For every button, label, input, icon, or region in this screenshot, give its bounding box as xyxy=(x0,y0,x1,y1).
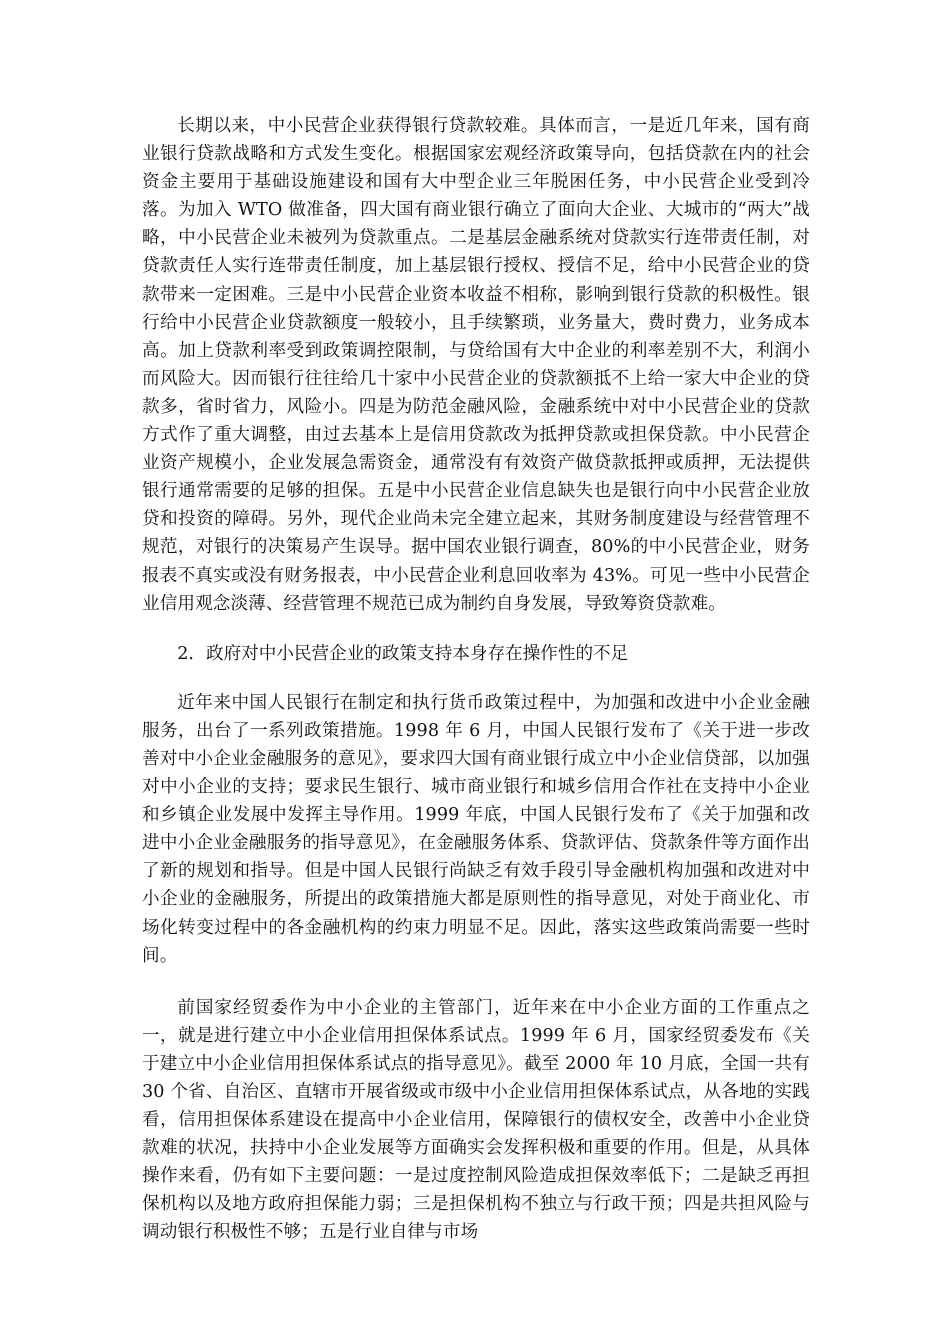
paragraph-bank-loan-difficulty: 长期以来，中小民营企业获得银行贷款较难。具体而言，一是近几年来，国有商业银行贷款战略和方式发生变化。根据国家宏观经济政策导向，包括贷款在内的社会资金主要用于基础设施建设和国有大中型企业三年脱困任务，中小民营企业受到冷落。为加入 WTO 做准备，四大国有商业银行确立了面向大企业、大城市的“两大”战略，中小民营企业未被列为贷款重点。二是基层金融系统对贷款实行连带责任制，对贷款责任人实行连带责任制度，加上基层银行授权、授信不足，给中小民营企业的贷款带来一定困难。三是中小民营企业资本收益不相称，影响到银行贷款的积极性。银行给中小民营企业贷款额度一般较小，且手续繁琐，业务量大，费时费力，业务成本高。加上贷款利率受到政策调控限制，与贷给国有大中企业的利率差别不大，利润小而风险大。因而银行往往给几十家中小民营企业的贷款额抵不上给一家大中企业的贷款多，省时省力，风险小。四是为防范金融风险，金融系统中对中小民营企业的贷款方式作了重大调整，由过去基本上是信用贷款改为抵押贷款或担保贷款。中小民营企业资产规模小，企业发展急需资金，通常没有有效资产做贷款抵押或质押，无法提供银行通常需要的足够的担保。五是中小民营企业信息缺失也是银行向中小民营企业放贷和投资的障碍。另外，现代企业尚未完全建立起来，其财务制度建设与经营管理不规范，对银行的决策易产生误导。据中国农业银行调查，80%的中小民营企业，财务报表不真实或没有财务报表，中小民营企业利息回收率为 43%。可见一些中小民营企业信用观念淡薄、经营管理不规范已成为制约自身发展，导致筹资贷款难。 xyxy=(142,116,810,614)
paragraph-credit-guarantee-system: 前国家经贸委作为中小企业的主管部门，近年来在中小企业方面的工作重点之一，就是进行建立中小企业信用担保体系试点。1999 年 6 月，国家经贸委发布《关于建立中小企业信用担保体系试点的指导意见》。截至 2000 年 10 月底，全国一共有 30 个省、自治区、直辖市开展省级或市级中小企业信用担保体系试点，从各地的实践看，信用担保体系建设在提高中小企业信用，保障银行的债权安全，改善中小企业贷款难的状况，扶持中小企业发展等方面确实会发挥积极和重要的作用。但是，从具体操作来看，仍有如下主要问题：一是过度控制风险造成担保效率低下；二是缺乏再担保机构以及地方政府担保能力弱；三是担保机构不独立与行政干预；四是共担风险与调动银行积极性不够；五是行业自律与市场 xyxy=(142,997,810,1243)
section-heading-2: 2．政府对中小民营企业的政策支持本身存在操作性的不足 xyxy=(177,643,629,664)
document-page xyxy=(142,112,810,1247)
paragraph-pboc-policy: 近年来中国人民银行在制定和执行货币政策过程中，为加强和改进中小企业金融服务，出台了一系列政策措施。1998 年 6 月，中国人民银行发布了《关于进一步改善对中小企业金融服务的意见》，要求四大国有商业银行成立中小企业信贷部，以加强对中小企业的支持；要求民生银行、城市商业银行和城乡信用合作社在支持中小企业和乡镇企业发展中发挥主导作用。1999 年底，中国人民银行发布了《关于加强和改进中小企业金融服务的指导意见》，在金融服务体系、贷款评估、贷款条件等方面作出了新的规划和指导。但是中国人民银行尚缺乏有效手段引导金融机构加强和改进对中小企业的金融服务，所提出的政策措施大都是原则性的指导意见，对处于商业化、市场化转变过程中的各金融机构的约束力明显不足。因此，落实这些政策尚需要一些时间。 xyxy=(142,692,810,966)
